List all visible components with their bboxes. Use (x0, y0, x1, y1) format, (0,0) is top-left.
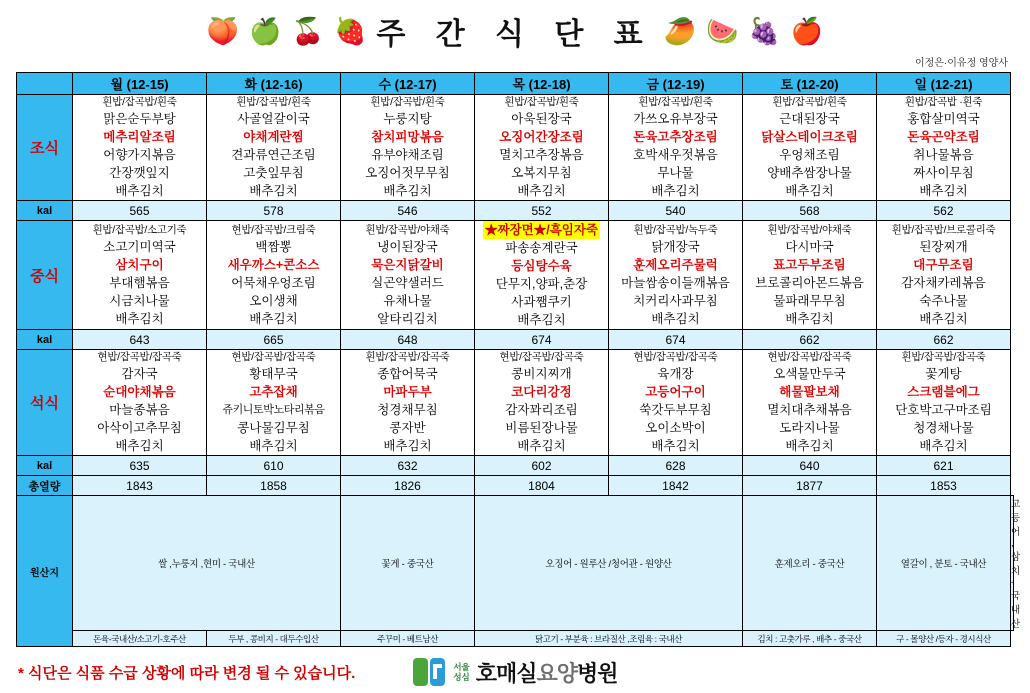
dish-item: 배추김치 (517, 439, 566, 453)
total-sun: 1853 (877, 476, 1011, 496)
dish-item: 해물팔보채 (779, 385, 840, 399)
dish-item: 된장찌개 (919, 239, 968, 254)
dish-item: 쑥갓두부무침 (639, 403, 712, 417)
meal-cell-lunch-sun (877, 221, 1011, 330)
dish-item: 육개장 (657, 367, 694, 381)
dish-list (73, 95, 206, 200)
dish-item: 표고두부조림 (773, 257, 846, 272)
dish-item: 물파래무무침 (773, 293, 846, 308)
column-header-sat: 토 (12-20) (743, 73, 877, 95)
origin-cell-3: 주꾸미 - 베트남산 (341, 631, 475, 647)
meal-cell-dinner-mon (73, 350, 207, 456)
dish-list (609, 223, 742, 328)
dish-item: 호박새우젓볶음 (633, 148, 718, 162)
origin-cell-1: 돈육-국내산/소고기-호주산 (73, 631, 207, 647)
kal-dinner-mon: 635 (73, 456, 207, 476)
dish-item: 배추김치 (115, 184, 164, 198)
meal-cell-lunch-tue (207, 221, 341, 330)
dish-item: 야채계란찜 (243, 130, 304, 144)
dish-item: 현밥/잡곡밥/잡곡죽 (499, 351, 584, 363)
dish-item: 대구무조림 (913, 257, 974, 272)
dish-item: 아삭이고추무침 (97, 421, 182, 435)
origin-cell-3: 오징어 - 원루산 /청어관 - 원양산 (475, 496, 743, 631)
dish-item: 홍합살미역국 (907, 112, 980, 126)
dish-item: 황태무국 (249, 367, 298, 381)
dish-item: 흰밥/잡곡밥/흰죽 (370, 96, 445, 108)
dish-item: 도라지나물 (779, 421, 840, 435)
page-header (0, 0, 1030, 56)
kal-lunch-sun: 662 (877, 330, 1011, 350)
kal-dinner-sat: 640 (743, 456, 877, 476)
kal-lunch-wed: 648 (341, 330, 475, 350)
dish-item: 감자국 (121, 367, 158, 381)
total-mon: 1843 (73, 476, 207, 496)
logo-mark-icon (413, 657, 447, 687)
dish-item: 현밥/잡곡밥/잡곡죽 (97, 351, 182, 363)
dish-item: 배추김치 (115, 311, 164, 326)
dish-item: 멸치고추장볶음 (499, 148, 584, 162)
row-label-breakfast: 조식 (17, 95, 73, 201)
dish-item: 맑은순두부탕 (103, 112, 176, 126)
dish-item: 배추김치 (651, 311, 700, 326)
origin-cell-1: 쌀 ,누룽지 ,현미 - 국내산 (73, 496, 341, 631)
dish-item: 마늘쌈송이들깨볶음 (621, 275, 730, 290)
dish-list (609, 350, 742, 455)
watermelon-icon: 🍉 (706, 16, 739, 46)
dish-item: 꽃게탕 (925, 367, 962, 381)
dish-item: 부대햄볶음 (109, 275, 170, 290)
column-header-thu: 목 (12-18) (475, 73, 609, 95)
origin-cell-5: 김치 : 고춧가루 , 배추 - 중국산 (743, 631, 877, 647)
meal-cell-dinner-tue (207, 350, 341, 456)
page-footer (18, 655, 1030, 689)
dish-list (73, 350, 206, 455)
kal-lunch-mon: 643 (73, 330, 207, 350)
logo-subtext: 서울 성심 (453, 662, 470, 682)
footer-note: * 식단은 식품 수급 상황에 따라 변경 될 수 있습니다. (18, 664, 356, 682)
dish-item: 배추김치 (249, 184, 298, 198)
dish-item: 닭살스테이크조림 (761, 130, 858, 144)
origin-cell-4: 훈제오리 - 중국산 (743, 496, 877, 631)
dish-item: 흰밥/잡곡밥/흰죽 (638, 96, 713, 108)
dish-item: 흰밥/잡곡밥/흰죽 (772, 96, 847, 108)
dish-item: 흰밥/잡곡밥/흰죽 (102, 96, 177, 108)
meal-cell-dinner-wed (341, 350, 475, 456)
dish-item: 배추김치 (919, 439, 968, 453)
lunch-row (17, 221, 1014, 330)
kal-breakfast-thu: 552 (475, 201, 609, 221)
meal-cell-lunch-mon (73, 221, 207, 330)
dish-item: 흰밥/잡곡밥/브로콜리죽 (891, 223, 996, 236)
dish-item: 현밥/잡곡밥/잡곡죽 (633, 351, 718, 363)
kal-dinner-tue: 610 (207, 456, 341, 476)
row-label-dinner: 석식 (17, 350, 73, 456)
column-header-sun: 일 (12-21) (877, 73, 1011, 95)
meal-cell-dinner-sat (743, 350, 877, 456)
kal-lunch-tue: 665 (207, 330, 341, 350)
dish-item: 소고기미역국 (103, 239, 176, 254)
cherry-icon: 🍒 (291, 16, 324, 46)
dish-item: 오징어간장조림 (499, 130, 584, 144)
dish-list (877, 223, 1010, 328)
dish-item: 가쓰오유부장국 (633, 112, 718, 126)
origin-cell-2: 두부 , 콩비지 - 대두수입산 (207, 631, 341, 647)
dish-item: 흰밥/잡곡밥/녹두죽 (633, 223, 718, 236)
kal-breakfast-fri: 540 (609, 201, 743, 221)
dish-item: 오징어젓무무침 (365, 166, 450, 180)
meal-cell-lunch-sat (743, 221, 877, 330)
dish-item: 비름된장나물 (505, 421, 578, 435)
dish-list (877, 350, 1010, 455)
apple-icon: 🍎 (790, 16, 824, 46)
origin-cell-6: 구 - 몰양산 /등자 - 경시식산 (877, 631, 1011, 647)
dish-item: 현밥/잡곡밥/크림죽 (231, 223, 316, 236)
column-header-tue: 화 (12-16) (207, 73, 341, 95)
dish-item: 어묵채우엉조림 (231, 275, 316, 290)
mango-icon: 🥭 (663, 16, 696, 46)
peach-icon: 🍑 (206, 16, 240, 46)
dish-item: 닭개장국 (651, 239, 700, 254)
breakfast-kal-row (17, 201, 1014, 221)
dish-item: 순대야채볶음 (103, 385, 176, 399)
dish-item: 삼치구이 (115, 257, 164, 272)
dish-item: 흰밥/잡곡밥/잡곡죽 (365, 351, 450, 363)
row-label-kal-breakfast: kal (17, 201, 73, 221)
column-header-fri: 금 (12-19) (609, 73, 743, 95)
dish-item: 견과류연근조림 (231, 148, 316, 162)
weekly-menu-table (16, 72, 1020, 647)
dish-item: 배추김치 (517, 313, 566, 327)
dish-item: 흰밥/잡곡밥/잡곡죽 (901, 351, 986, 363)
dish-list (609, 95, 742, 200)
dish-item: 감자꽈리조림 (505, 403, 578, 417)
origin-cell-4: 닭고기 - 부분육 : 브라질산 ,조림육 : 국내산 (475, 631, 743, 647)
kal-breakfast-sat: 568 (743, 201, 877, 221)
dish-item: 사과쨈쿠키 (511, 295, 572, 309)
dish-item: 오이생채 (249, 293, 298, 308)
dish-item: 마파두부 (383, 385, 432, 399)
dish-item: 시금치나물 (109, 293, 170, 308)
row-label-total: 총열량 (17, 476, 73, 496)
dish-list (73, 223, 206, 328)
meal-cell-breakfast-mon (73, 95, 207, 201)
dish-item: 오색물만두국 (773, 367, 846, 381)
dish-item: 간장깻잎지 (109, 166, 170, 180)
total-sat: 1877 (743, 476, 877, 496)
dish-item: 알타리김치 (377, 311, 438, 326)
hospital-logo (413, 657, 617, 688)
dinner-row (17, 350, 1014, 456)
dish-item: 백짬뽕 (255, 239, 292, 254)
dinner-kal-row (17, 456, 1014, 476)
dish-item: 돈육곤약조림 (907, 130, 980, 144)
dish-item: 배추김치 (651, 184, 700, 198)
dish-item: 콩자반 (389, 421, 426, 435)
dish-item: 콩비지찌개 (511, 367, 572, 381)
dish-item: 단호박고구마조림 (895, 403, 992, 417)
dish-item: 청경채무침 (377, 403, 438, 417)
dish-item: 단무지,양파,춘장 (495, 277, 588, 291)
dish-item: 현밥/잡곡밥/잡곡죽 (767, 351, 852, 363)
dish-item: 참치피망볶음 (371, 130, 444, 144)
dish-item: 브로콜리아몬드볶음 (755, 275, 864, 290)
kal-breakfast-tue: 578 (207, 201, 341, 221)
dish-list (207, 95, 340, 200)
kal-dinner-wed: 632 (341, 456, 475, 476)
meal-cell-breakfast-sat (743, 95, 877, 201)
dish-item: 흰밥/잡곡밥/흰죽 (236, 96, 311, 108)
dish-item: 짜사이무침 (913, 166, 974, 180)
dish-item: 다시마국 (785, 239, 834, 254)
dish-item: 흰밥/잡곡밥 ·흰죽 (904, 96, 983, 108)
dish-list (207, 223, 340, 328)
dish-item: 실곤약샐러드 (371, 275, 444, 290)
dish-item: 배추김치 (651, 439, 700, 453)
dish-item: 감자채카레볶음 (901, 275, 986, 290)
total-tue: 1858 (207, 476, 341, 496)
dish-item: 흰밥/잡곡밥/소고기죽 (92, 223, 187, 236)
meal-cell-breakfast-thu (475, 95, 609, 201)
dish-item: 등심탕수육 (511, 259, 572, 273)
dish-item: 배추김치 (115, 439, 164, 453)
dish-item: 종합어묵국 (377, 367, 438, 381)
logo-wordmark: 호매실요양병원 (475, 660, 618, 686)
dish-item: 콩나물김무침 (237, 421, 310, 435)
table-corner (17, 73, 73, 95)
dish-item: 새우까스+콘소스 (227, 257, 320, 272)
dish-item: 고등어구이 (645, 385, 706, 399)
meal-cell-breakfast-tue (207, 95, 341, 201)
breakfast-row (17, 95, 1014, 201)
column-header-mon: 월 (12-15) (73, 73, 207, 95)
kal-breakfast-mon: 565 (73, 201, 207, 221)
dish-item: 오이소박이 (645, 421, 706, 435)
total-thu: 1804 (475, 476, 609, 496)
origin-row-secondary (17, 631, 1014, 647)
total-fri: 1842 (609, 476, 743, 496)
row-label-origin: 원산지 (17, 496, 73, 647)
dish-item: 배추김치 (785, 184, 834, 198)
meal-cell-lunch-fri (609, 221, 743, 330)
dish-list (207, 350, 340, 455)
total-wed: 1826 (341, 476, 475, 496)
origin-cell-2: 꽃게 - 중국산 (341, 496, 475, 631)
row-label-kal-dinner: kal (17, 456, 73, 476)
dish-item: 고추잡채 (249, 385, 298, 399)
kal-dinner-sun: 621 (877, 456, 1011, 476)
kal-dinner-fri: 628 (609, 456, 743, 476)
strawberry-icon: 🍓 (334, 16, 367, 46)
dish-item: 사골얼갈이국 (237, 112, 310, 126)
lunch-kal-row (17, 330, 1014, 350)
dish-item: 돈육고추장조림 (633, 130, 718, 144)
meal-cell-breakfast-sun (877, 95, 1011, 201)
dish-item: 청경채나물 (913, 421, 974, 435)
dish-item: 근대된장국 (779, 112, 840, 126)
page-title: 주 간 식 단 표 (376, 18, 654, 51)
dish-list (877, 95, 1010, 200)
dish-item: 치커리사과무침 (633, 293, 718, 308)
meal-cell-dinner-sun (877, 350, 1011, 456)
dish-list (341, 223, 474, 328)
dish-item: 배추김치 (919, 311, 968, 326)
meal-cell-breakfast-wed (341, 95, 475, 201)
meal-cell-lunch-wed (341, 221, 475, 330)
dish-list (475, 221, 608, 329)
dish-item: 우엉채조림 (779, 148, 840, 162)
dish-item: 유채나물 (383, 293, 432, 308)
dish-list (341, 95, 474, 200)
grapes-icon: 🍇 (748, 16, 781, 46)
dish-item: 흰밥/잡곡밥/야채죽 (365, 223, 450, 236)
dish-item: 유부야채조림 (371, 148, 444, 162)
dish-item: 배추김치 (383, 439, 432, 453)
table-header-row (17, 73, 1014, 95)
dish-item: 스크램블에그 (907, 385, 980, 399)
dish-item: 흰밥/잡곡밥/야채죽 (767, 223, 852, 236)
origin-row-primary (17, 496, 1014, 631)
dish-item: 메추리알조림 (103, 130, 176, 144)
dish-item: 숙주나물 (919, 293, 968, 308)
dish-item: 누룽지탕 (383, 112, 432, 126)
kal-breakfast-sun: 562 (877, 201, 1011, 221)
dish-list (475, 350, 608, 455)
dish-list (743, 95, 876, 200)
dish-item: 현밥/잡곡밥/잡곡죽 (231, 351, 316, 363)
row-label-lunch: 중식 (17, 221, 73, 330)
row-label-kal-lunch: kal (17, 330, 73, 350)
origin-cell-5: 열갈이 , 분토 - 국내산 (877, 496, 1011, 631)
dish-item: 훈제오리주물럭 (633, 257, 718, 272)
meal-cell-breakfast-fri (609, 95, 743, 201)
dish-item: 배추김치 (517, 184, 566, 198)
dish-item: 파송송계란국 (505, 241, 578, 255)
dish-item: 어향가지볶음 (103, 148, 176, 162)
dish-item: 묵은지닭갈비 (371, 257, 444, 272)
dish-item: 배추김치 (785, 439, 834, 453)
dish-list (743, 350, 876, 455)
kal-lunch-fri: 674 (609, 330, 743, 350)
dish-item: 고춧잎무침 (243, 166, 304, 180)
meal-cell-dinner-thu (475, 350, 609, 456)
dietitian-byline: 이정은·이유정 영양사 (914, 58, 1008, 69)
dish-item: 배추김치 (785, 311, 834, 326)
dish-item: 배추김치 (249, 311, 298, 326)
dish-item: 배추김치 (249, 439, 298, 453)
dish-list (743, 223, 876, 328)
kal-lunch-thu: 674 (475, 330, 609, 350)
dish-item: 쥬키니토박노타리볶음 (222, 404, 325, 416)
dish-item: 양배추쌈장나물 (767, 166, 852, 180)
dish-item: 흰밥/잡곡밥/흰죽 (504, 96, 579, 108)
kal-lunch-sat: 662 (743, 330, 877, 350)
dish-item: 멸치대추채볶음 (767, 403, 852, 417)
dish-list (475, 95, 608, 200)
dish-item: 냉이된장국 (377, 239, 438, 254)
kal-dinner-thu: 602 (475, 456, 609, 476)
green-apple-icon: 🍏 (249, 16, 282, 46)
dish-item: 배추김치 (383, 184, 432, 198)
dish-item: 아욱된장국 (511, 112, 572, 126)
origin-cell-6: 고등어 , 삼치 - 국내산 (1011, 496, 1014, 631)
total-row (17, 476, 1014, 496)
dish-list (341, 350, 474, 455)
dish-item: 취나물볶음 (913, 148, 974, 162)
kal-breakfast-wed: 546 (341, 201, 475, 221)
meal-cell-lunch-thu (475, 221, 609, 330)
dish-item: ★짜장면★/흑임자죽 (485, 223, 598, 237)
column-header-wed: 수 (12-17) (341, 73, 475, 95)
dish-item: 코다리강정 (511, 385, 572, 399)
dish-item: 배추김치 (919, 184, 968, 198)
dish-item: 무나물 (657, 166, 694, 180)
meal-cell-dinner-fri (609, 350, 743, 456)
dish-item: 마늘종볶음 (109, 403, 170, 417)
dish-item: 오복지무침 (511, 166, 572, 180)
